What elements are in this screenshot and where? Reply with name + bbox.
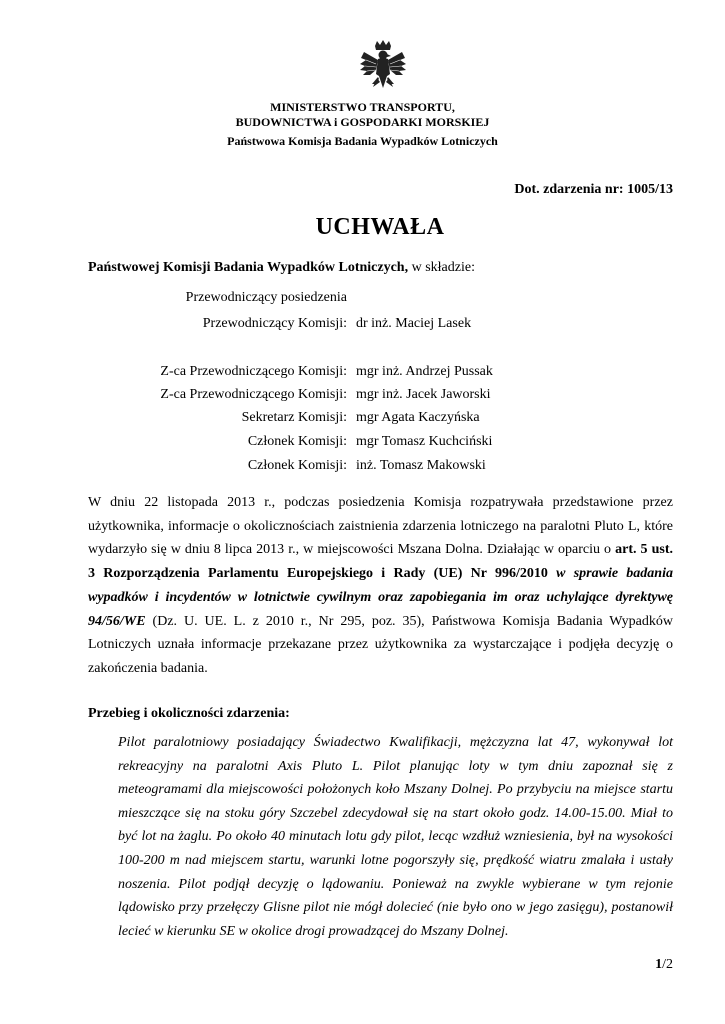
- member-role: Z-ca Przewodniczącego Komisji:: [160, 364, 347, 379]
- composition-intro: [88, 260, 475, 276]
- regulation-reference: art. 5 ust. 3 Rozporządzenia Parlamentu Europejskiego i Rady (UE) Nr 996/2010: [88, 542, 673, 582]
- member-row: [0, 434, 725, 454]
- ministry-name-line1: MINISTERSTWO TRANSPORTU,: [270, 100, 455, 114]
- member-name: mgr Tomasz Kuchciński: [356, 434, 493, 449]
- intro-bold: Państwowej Komisji Badania Wypadków Lotniczych,: [88, 260, 409, 275]
- member-name: mgr Agata Kaczyńska: [356, 410, 480, 425]
- member-name: mgr inż. Jacek Jaworski: [356, 387, 491, 402]
- document-title: UCHWAŁA: [315, 214, 445, 240]
- intro-rest: w składzie:: [408, 260, 475, 275]
- incident-reference: Dot. zdarzenia nr: 1005/13: [514, 182, 673, 197]
- section-heading: Przebieg i okoliczności zdarzenia:: [88, 706, 290, 721]
- commission-name: Państwowa Komisja Badania Wypadków Lotniczych: [227, 134, 498, 148]
- member-row: [0, 387, 725, 407]
- page-current: 1: [655, 957, 663, 972]
- member-role: Przewodniczący Komisji:: [202, 316, 347, 331]
- member-row: [0, 410, 725, 430]
- page-number: [655, 957, 673, 973]
- page-total: /2: [662, 957, 673, 972]
- member-row: [0, 364, 725, 384]
- member-row: [0, 458, 725, 478]
- member-role: Członek Komisji:: [247, 458, 347, 473]
- member-role: Z-ca Przewodniczącego Komisji:: [160, 387, 347, 402]
- ministry-name-line2: BUDOWNICTWA i GOSPODARKI MORSKIEJ: [235, 115, 490, 129]
- decision-text-part2: (Dz. U. UE. L. z 2010 r., Nr 295, poz. 35), Państwowa Komisja Badania Wypadków Lotniczych uznała informacje przekazane przez użytkownika za wystarczające i podjęła decyzję o zakończenia badania.: [88, 613, 673, 676]
- member-name: inż. Tomasz Makowski: [356, 458, 486, 473]
- incident-narrative: Pilot paralotniowy posiadający Świadectwo Kwalifikacji, mężczyzna lat 47, wykonywał lot rekreacyjny na paralotni Axis Pluto L. Pilot planując loty w tym dniu zapoznał się z meteogramami dla miejscowości położonych koło Mszany Dolnej. Po przybyciu na miejsce startu mieszczące się na stoku góry Szczebel zdecydował się na start około godz. 14.00-15.00. Miał to być lot na żaglu. Po około 40 minutach lotu gdy pilot, lecąc wzdłuż wzniesienia, był na wysokości 100-200 m nad miejscem startu, warunki lotne pogorszyły się, prędkość wiatru zmalała i ustały noszenia. Pilot podjął decyzję o lądowaniu. Ponieważ na zwykle wybierane w tym rejonie lądowisko przy przełęczy Glisne pilot nie mógł dolecieć (nie było ono w jego zasięgu), postanowił lecieć w kierunku SE w okolice drogi prowadzącej do Mszany Dolnej.: [118, 735, 673, 939]
- member-role: Sekretarz Komisji:: [241, 410, 347, 425]
- member-row: [0, 316, 725, 336]
- regulation-title: w sprawie badania wypadków i incydentów w lotnictwie cywilnym oraz zapobiegania im oraz uchylające dyrektywę 94/56/WE: [88, 566, 673, 629]
- polish-eagle-emblem-icon: [358, 40, 408, 100]
- member-role: Członek Komisji:: [247, 434, 347, 449]
- decision-paragraph: [88, 491, 673, 681]
- member-name: dr inż. Maciej Lasek: [356, 316, 472, 331]
- member-role: Przewodniczący posiedzenia: [185, 290, 347, 305]
- member-row: [0, 290, 725, 310]
- member-name: mgr inż. Andrzej Pussak: [356, 364, 493, 379]
- decision-text-part1: W dniu 22 listopada 2013 r., podczas posiedzenia Komisja rozpatrywała przedstawione przez użytkownika, informacje o okolicznościach zaistnienia zdarzenia lotniczego na paralotni Pluto L, które wydarzyło się w dniu 8 lipca 2013 r., w miejscowości Mszana Dolna. Działając w oparciu o: [88, 495, 673, 558]
